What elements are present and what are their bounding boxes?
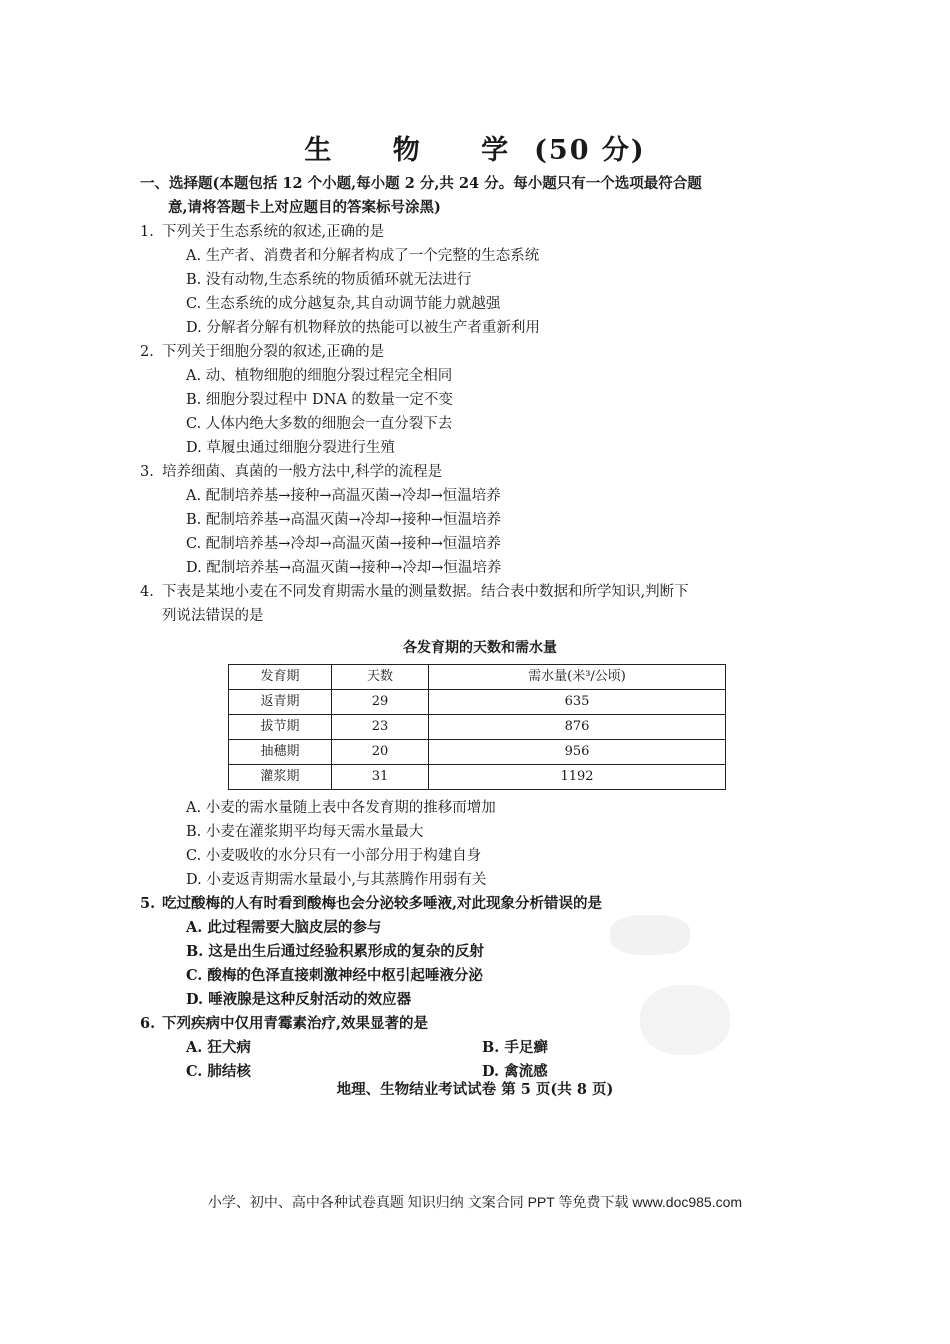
table-row	[229, 765, 726, 790]
question-stem	[140, 1012, 820, 1036]
option-b: B. 小麦在灌浆期平均每天需水量最大	[186, 824, 424, 840]
option-d: D. 禽流感	[482, 1063, 548, 1080]
title-subject: 生 物 学	[304, 135, 535, 166]
exam-content	[140, 172, 820, 1084]
table-cell: 23	[332, 715, 429, 740]
table-row	[229, 690, 726, 715]
option-a: A. 小麦的需水量随上表中各发育期的推移而增加	[186, 800, 496, 816]
option-a: A. 动、植物细胞的细胞分裂过程完全相同	[186, 368, 453, 384]
option-c: C. 生态系统的成分越复杂,其自动调节能力就越强	[186, 296, 501, 312]
option-d: D. 配制培养基→高温灭菌→接种→冷却→恒温培养	[186, 560, 502, 576]
question-number: 5.	[140, 895, 156, 912]
page-title	[0, 128, 950, 167]
question-text: 下表是某地小麦在不同发育期需水量的测量数据。结合表中数据和所学知识,判断下	[162, 584, 689, 600]
page-footer: 地理、生物结业考试试卷 第 5 页(共 8 页)	[336, 1081, 614, 1098]
table-caption: 各发育期的天数和需水量	[403, 640, 557, 656]
table-cell: 灌浆期	[229, 765, 332, 790]
option-d: D. 草履虫通过细胞分裂进行生殖	[186, 440, 395, 456]
section-header	[140, 172, 820, 220]
question-number: 3.	[140, 464, 154, 480]
table-row	[229, 740, 726, 765]
table-cell: 拔节期	[229, 715, 332, 740]
option-b: B. 没有动物,生态系统的物质循环就无法进行	[186, 272, 472, 288]
option-c: C. 酸梅的色泽直接刺激神经中枢引起唾液分泌	[186, 967, 483, 984]
option-a: A. 狂犬病	[186, 1039, 251, 1056]
column-header: 需水量(米³/公顷)	[429, 665, 726, 690]
table-cell: 抽穗期	[229, 740, 332, 765]
water-demand-table	[228, 664, 726, 790]
question-1	[140, 220, 820, 340]
option-b: B. 这是出生后通过经验积累形成的复杂的反射	[186, 943, 484, 960]
question-text: 培养细菌、真菌的一般方法中,科学的流程是	[162, 464, 443, 480]
question-number: 6.	[140, 1015, 156, 1032]
option-c: C. 人体内绝大多数的细胞会一直分裂下去	[186, 416, 453, 432]
table-cell: 1192	[429, 765, 726, 790]
option-b: B. 配制培养基→高温灭菌→冷却→接种→恒温培养	[186, 512, 501, 528]
column-header: 发育期	[229, 665, 332, 690]
option-a: A. 此过程需要大脑皮层的参与	[186, 919, 382, 936]
watermark-text: 小学、初中、高中各种试卷真题 知识归纳 文案合同 PPT 等免费下载 www.doc985.com	[207, 1194, 743, 1210]
column-header: 天数	[332, 665, 429, 690]
option-d: D. 分解者分解有机物释放的热能可以被生产者重新利用	[186, 320, 540, 336]
option-b: B. 手足癣	[482, 1039, 548, 1056]
question-number: 4.	[140, 584, 154, 600]
question-stem	[140, 460, 820, 484]
option-a: A. 生产者、消费者和分解者构成了一个完整的生态系统	[186, 248, 540, 264]
table-cell: 956	[429, 740, 726, 765]
option-a: A. 配制培养基→接种→高温灭菌→冷却→恒温培养	[186, 488, 501, 504]
table-cell: 29	[332, 690, 429, 715]
question-number: 1.	[140, 224, 154, 240]
question-text: 下列关于生态系统的叙述,正确的是	[162, 224, 385, 240]
option-d: D. 小麦返青期需水量最小,与其蒸腾作用弱有关	[186, 872, 487, 888]
question-text: 下列关于细胞分裂的叙述,正确的是	[162, 344, 385, 360]
table-row	[229, 715, 726, 740]
option-b: B. 细胞分裂过程中 DNA 的数量一定不变	[186, 392, 453, 408]
question-4	[140, 580, 820, 892]
question-stem	[140, 580, 820, 604]
question-3	[140, 460, 820, 580]
question-5	[140, 892, 820, 1012]
option-d: D. 唾液腺是这种反射活动的效应器	[186, 991, 412, 1008]
table-cell: 20	[332, 740, 429, 765]
option-c: C. 配制培养基→冷却→高温灭菌→接种→恒温培养	[186, 536, 501, 552]
table-cell: 31	[332, 765, 429, 790]
table-header-row	[229, 665, 726, 690]
question-6	[140, 1012, 820, 1084]
table-cell: 返青期	[229, 690, 332, 715]
title-score: (50 分)	[534, 135, 646, 166]
option-c: C. 小麦吸收的水分只有一小部分用于构建自身	[186, 848, 482, 864]
question-number: 2.	[140, 344, 154, 360]
question-stem	[140, 892, 820, 916]
section-line: 一、选择题(本题包括 12 个小题,每小题 2 分,共 24 分。每小题只有一个选项最符合题	[140, 175, 702, 192]
question-text: 下列疾病中仅用青霉素治疗,效果显著的是	[162, 1015, 429, 1032]
question-stem	[140, 340, 820, 364]
table-cell: 876	[429, 715, 726, 740]
option-row	[140, 1036, 820, 1060]
option-c: C. 肺结核	[186, 1063, 251, 1080]
question-2	[140, 340, 820, 460]
question-text: 吃过酸梅的人有时看到酸梅也会分泌较多唾液,对此现象分析错误的是	[162, 895, 603, 912]
question-stem	[140, 220, 820, 244]
table-cell: 635	[429, 690, 726, 715]
section-line: 意,请将答题卡上对应题目的答案标号涂黑)	[168, 199, 441, 216]
question-text-continued: 列说法错误的是	[162, 608, 264, 624]
